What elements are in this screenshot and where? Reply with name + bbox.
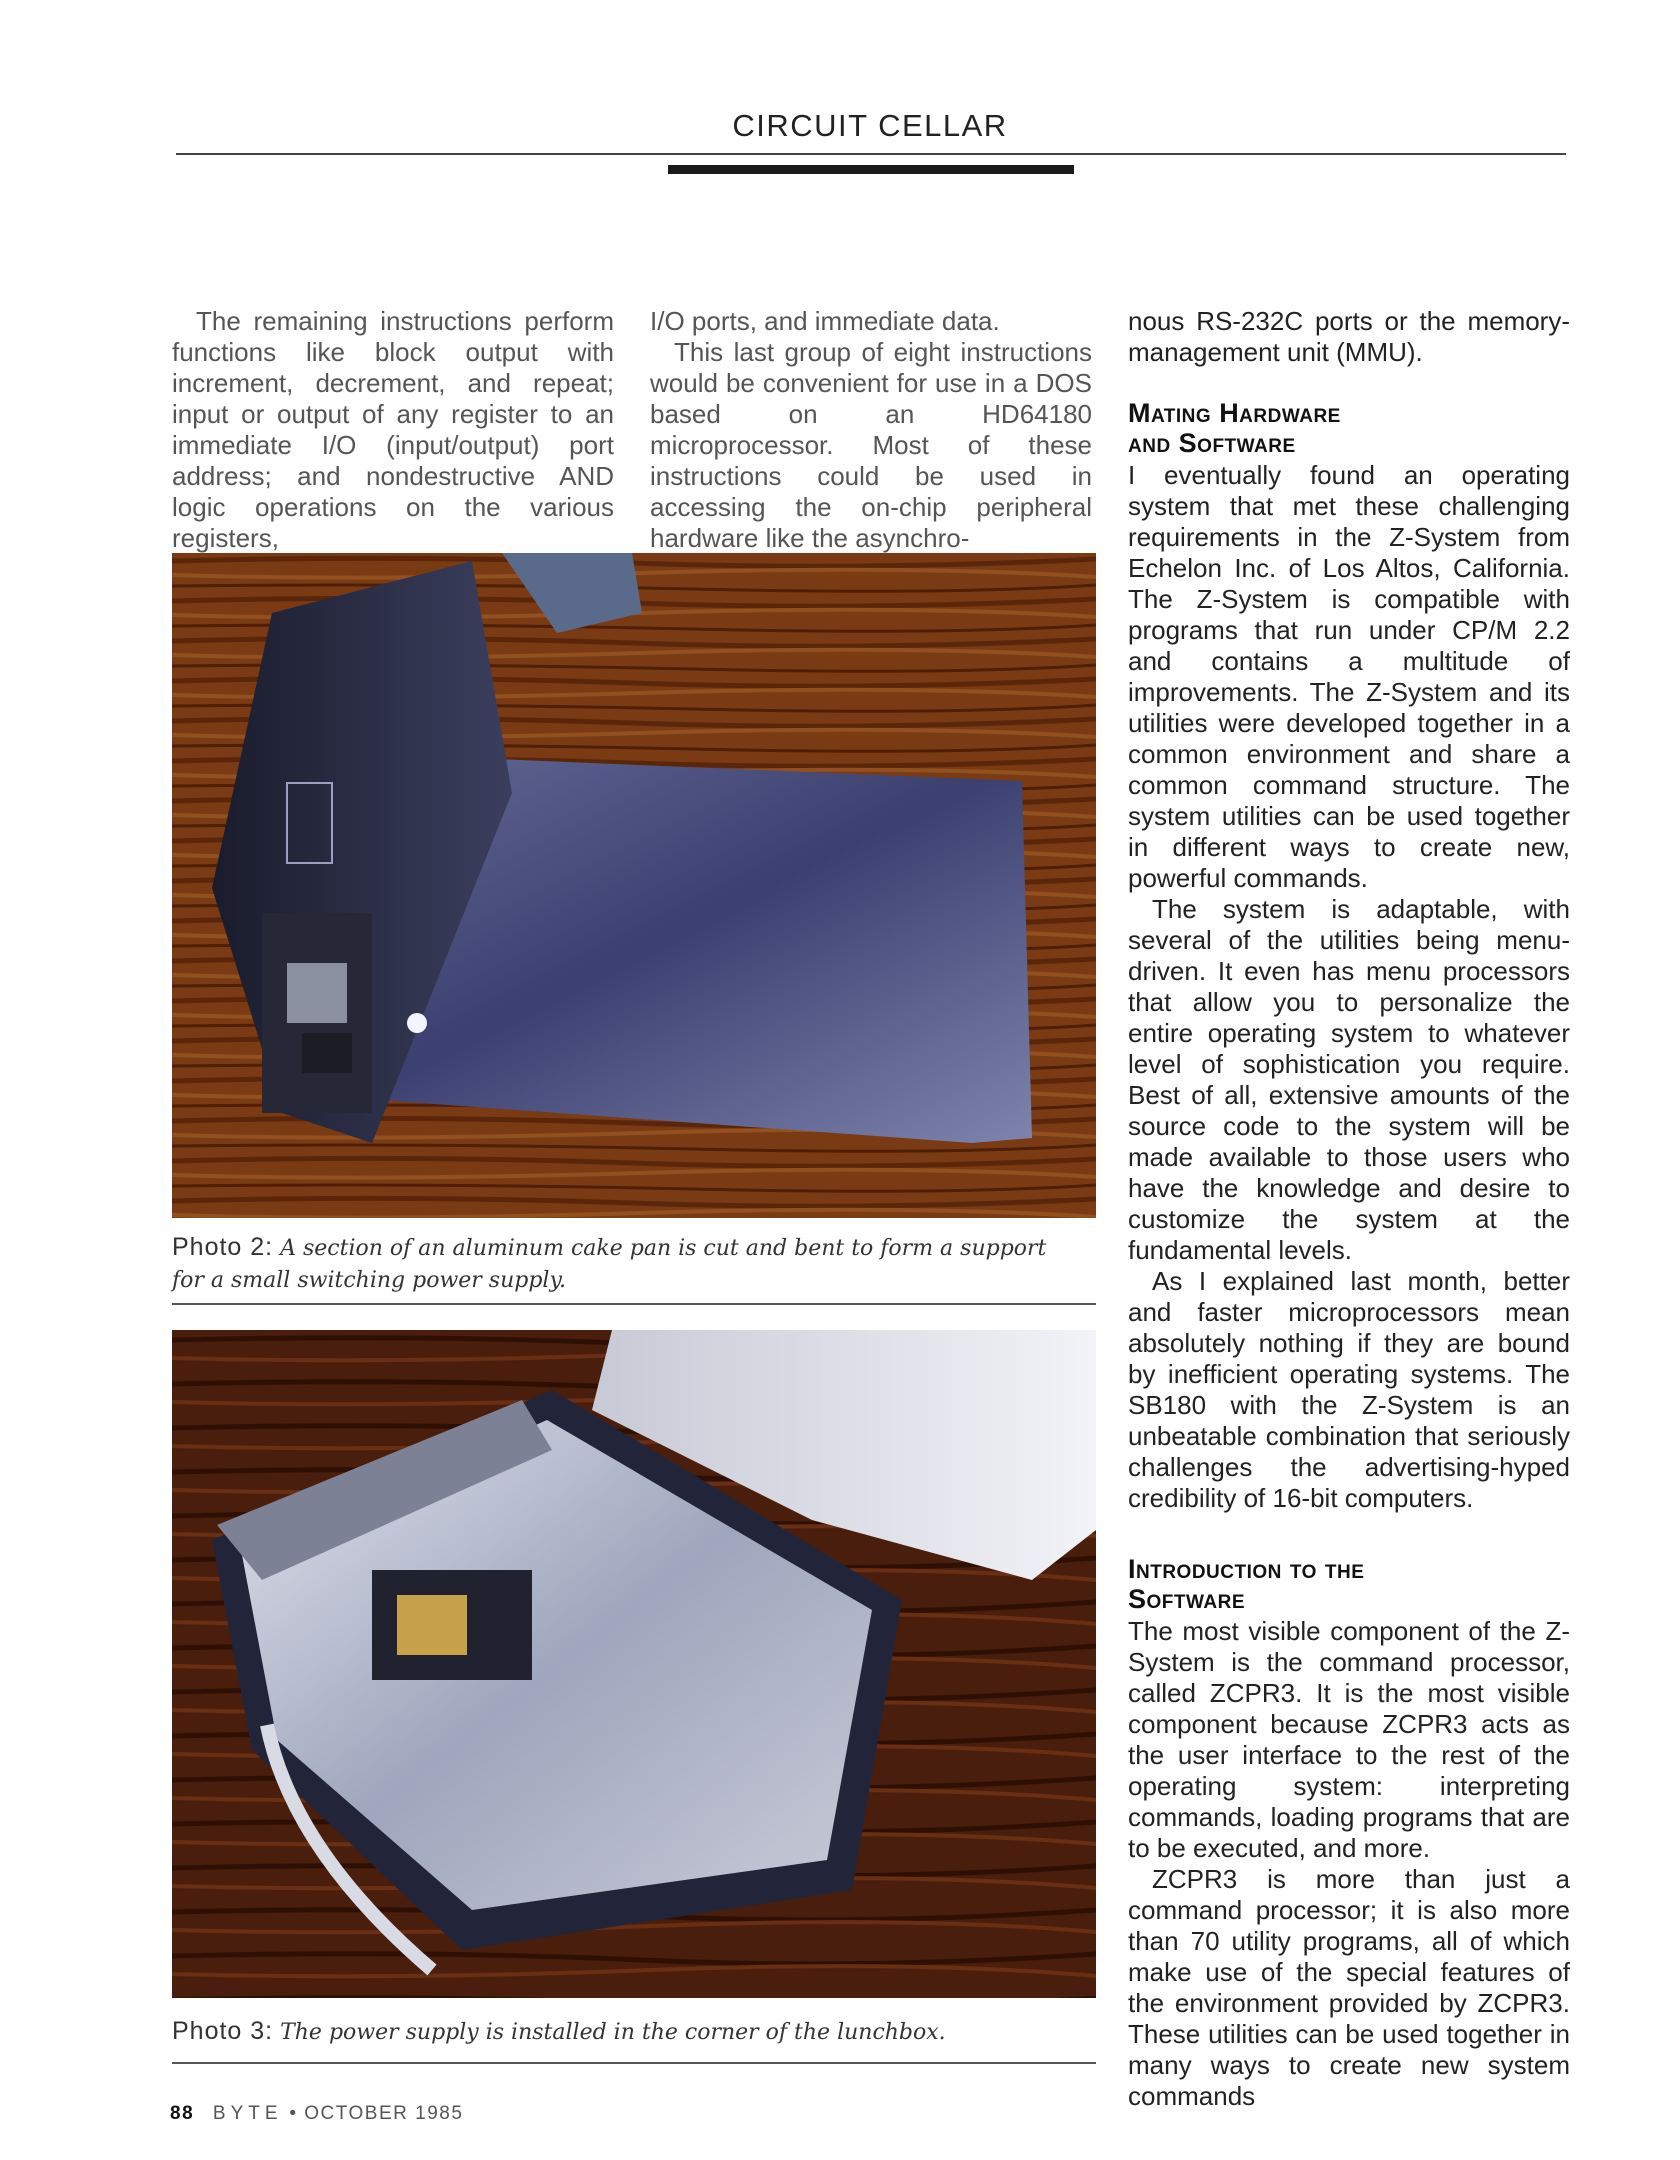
page-number: 88 [170, 2103, 195, 2124]
right-paragraph-0: nous RS-232C ports or the memory-management unit (MMU). [1128, 306, 1570, 367]
photo-2-label: Photo 2: [172, 1233, 274, 1261]
middle-paragraph-1: I/O ports, and immediate data. [650, 306, 1000, 336]
footer-separator: • [289, 2103, 298, 2124]
photo-power-supply-bracket [172, 553, 1096, 1218]
photo-2-caption [172, 1232, 1072, 1296]
header-bar [668, 165, 1074, 174]
right-paragraph-2: The system is adaptable, with several of the utilities being menu-driven. It even has menu processors that allow you to personalize the entire operating system to whatever level of sophistication you require. Best of all, extensive amounts of the source code to the system will be made available to those users who have the knowledge and desire to customize the system at the fundamental levels. [1128, 894, 1570, 1265]
right-paragraph-5: ZCPR3 is more than just a command processor; it is also more than 70 utility programs, all of which make use of the special features of the environment provided by ZCPR3. These utilities can be used together in many ways to create new system commands [1128, 1864, 1570, 2111]
subhead-1-line-2: and Software [1128, 428, 1296, 458]
magazine-name: BYTE [212, 2103, 283, 2124]
photo-3-caption [172, 2016, 1072, 2048]
right-paragraph-1: I eventually found an operating system that met these challenging requirements in the Z-System from Echelon Inc. of Los Altos, California. The Z-System is compatible with programs that run under CP/M 2.2 and contains a multitude of improvements. The Z-System and its utilities were developed together in a common environment and share a common command structure. The system utilities can be used together in different ways to create new, powerful commands. [1128, 460, 1570, 893]
subhead-2-line-1: Introduction to the [1128, 1554, 1365, 1584]
left-column [172, 306, 614, 554]
caption-3-rule [172, 2062, 1096, 2064]
page-footer [170, 2103, 463, 2125]
right-paragraph-4: The most visible component of the Z-System is the command processor, called ZCPR3. It is the most visible component because ZCPR3 acts as the user interface to the rest of the operating system: interpreting commands, loading programs that are to be executed, and more. [1128, 1616, 1570, 1863]
photo-2-caption-text: A section of an aluminum cake pan is cut and bent to form a support for a small switching power supply. [172, 1236, 1047, 1293]
photo-3-illustration [172, 1330, 1096, 1998]
subhead-mating-hardware [1128, 398, 1570, 458]
issue-date: OCTOBER 1985 [304, 2103, 464, 2124]
subhead-1-line-1: Mating Hardware [1128, 398, 1341, 428]
right-paragraph-3: As I explained last month, better and faster microprocessors mean absolutely nothing if they are bound by inefficient operating systems. The SB180 with the Z-System is an unbeatable combination that seriously challenges the advertising-hyped credibility of 16-bit computers. [1128, 1266, 1570, 1513]
photo-3-label: Photo 3: [172, 2017, 274, 2045]
subhead-2-line-2: Software [1128, 1584, 1245, 1614]
left-paragraph-1: The remaining instructions perform functions like block output with increment, decrement, and repeat; input or output of any register to an immediate I/O (input/output) port address; and nondestructive AND logic operations on the various registers, [172, 306, 614, 553]
photo-lunchbox [172, 1330, 1096, 1998]
middle-column [650, 306, 1092, 554]
photo-3-caption-text: The power supply is installed in the corner of the lunchbox. [280, 2020, 946, 2045]
header-rule [176, 153, 1566, 155]
middle-paragraph-2: This last group of eight instructions would be convenient for use in a DOS based on an HD64180 microprocessor. Most of these instructions could be used in accessing the on-chip peripheral hardware like the asynchro- [650, 337, 1092, 553]
right-column [1128, 306, 1570, 2112]
section-title: CIRCUIT CELLAR [732, 108, 1008, 143]
subhead-introduction [1128, 1554, 1570, 1614]
caption-2-rule [172, 1303, 1096, 1305]
photo-2-illustration [172, 553, 1096, 1218]
